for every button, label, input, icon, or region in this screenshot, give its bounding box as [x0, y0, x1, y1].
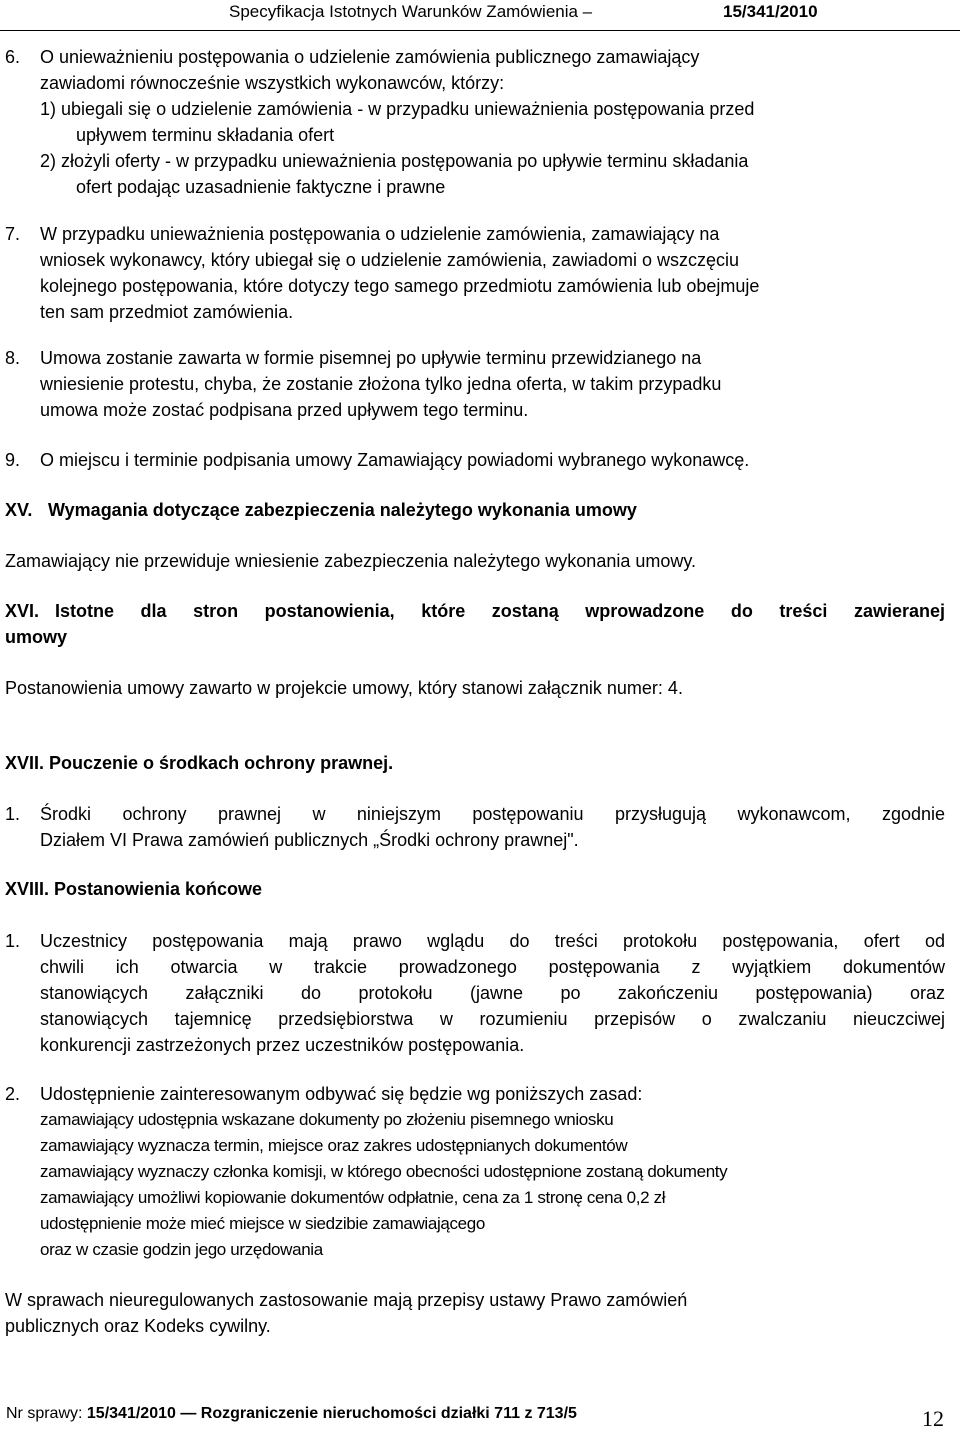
- page-header: [0, 0, 960, 31]
- page-number: 12: [922, 1406, 944, 1431]
- section-15-title: Wymagania dotyczące zabezpieczenia należytego wykonania umowy: [48, 500, 637, 520]
- footer-prefix: Nr sprawy:: [6, 1405, 87, 1422]
- section-18-item-2-line-7: oraz w czasie godzin jego urzędowania: [40, 1240, 323, 1259]
- item-6-line-3: 1) ubiegali się o udzielenie zamówienia - w przypadku unieważnienia postępowania przed: [40, 99, 755, 119]
- section-17-item-1-line-2: Działem VI Prawa zamówień publicznych „Środki ochrony prawnej".: [40, 830, 579, 850]
- section-16-roman: XVI.: [5, 601, 40, 621]
- item-8-line-2: wniesienie protestu, chyba, że zostanie złożona tylko jedna oferta, w takim przypadku: [40, 374, 722, 394]
- section-18-item-2-line-1: Udostępnienie zainteresowanym odbywać się będzie wg poniższych zasad:: [40, 1084, 643, 1104]
- section-18-item-1-line-2: chwili ich otwarcia w trakcie prowadzonego postępowania z wyjątkiem dokumentów: [40, 957, 945, 977]
- item-9-number: 9.: [5, 450, 21, 470]
- section-15-body: Zamawiający nie przewiduje wniesienie zabezpieczenia należytego wykonania umowy.: [5, 551, 697, 571]
- section-18-item-2-line-4: zamawiający wyznaczy członka komisji, w którego obecności udostępnione zostaną dokumenty: [40, 1162, 728, 1181]
- section-18-title: XVIII. Postanowienia końcowe: [5, 879, 263, 899]
- section-17-item-1-line-1: Środki ochrony prawnej w niniejszym postępowaniu przysługują wykonawcom, zgodnie: [40, 804, 945, 824]
- item-8-line-1: Umowa zostanie zawarta w formie pisemnej po upływie terminu przewidzianego na: [40, 348, 702, 368]
- item-7-line-4: ten sam przedmiot zamówienia.: [40, 302, 294, 322]
- footer-case: 15/341/2010 — Rozgraniczenie nieruchomości działki 711 z 713/5: [86, 1405, 577, 1422]
- page-footer: [6, 1405, 577, 1423]
- header-case-number: 15/341/2010: [723, 2, 818, 21]
- section-18-item-2-line-2: zamawiający udostępnia wskazane dokumenty po złożeniu pisemnego wniosku: [40, 1110, 614, 1129]
- section-15-roman: XV.: [5, 500, 33, 520]
- section-16-body: Postanowienia umowy zawarto w projekcie umowy, który stanowi załącznik numer: 4.: [5, 678, 683, 698]
- section-17-title: XVII. Pouczenie o środkach ochrony prawnej.: [5, 753, 394, 773]
- item-6-line-6: ofert podając uzasadnienie faktyczne i prawne: [76, 177, 446, 197]
- item-6-line-2: zawiadomi równocześnie wszystkich wykonawców, którzy:: [40, 73, 505, 93]
- section-18-item-2-line-3: zamawiający wyznacza termin, miejsce oraz zakres udostępnianych dokumentów: [40, 1136, 628, 1155]
- section-18-item-2-line-6: udostępnienie może mieć miejsce w siedzibie zamawiającego: [40, 1214, 485, 1233]
- section-18-item-1-line-1: Uczestnicy postępowania mają prawo wglądu do treści protokołu postępowania, ofert od: [40, 931, 945, 951]
- section-18-item-2-number: 2.: [5, 1084, 21, 1104]
- item-6-line-5: 2) złożyli oferty - w przypadku unieważnienia postępowania po upływie terminu składania: [40, 151, 749, 171]
- item-7-number: 7.: [5, 224, 21, 244]
- section-18-item-2-line-5: zamawiający umożliwi kopiowanie dokumentów odpłatnie, cena za 1 stronę cena 0,2 zł: [40, 1188, 666, 1207]
- section-18-item-1-line-4: stanowiących tajemnicę przedsiębiorstwa w rozumieniu przepisów o zwalczaniu nieuczciwej: [40, 1009, 945, 1029]
- section-16-title-line-2: umowy: [5, 627, 68, 647]
- item-7-line-2: wniosek wykonawcy, który ubiegał się o udzielenie zamówienia, zawiadomi o wszczęciu: [40, 250, 739, 270]
- closing-line-2: publicznych oraz Kodeks cywilny.: [5, 1316, 271, 1336]
- item-7-line-3: kolejnego postępowania, które dotyczy tego samego przedmiotu zamówienia lub obejmuje: [40, 276, 760, 296]
- item-9-line-1: O miejscu i terminie podpisania umowy Zamawiający powiadomi wybranego wykonawcę.: [40, 450, 750, 470]
- item-6-line-1: O unieważnieniu postępowania o udzielenie zamówienia publicznego zamawiający: [40, 47, 700, 67]
- section-18-item-1-line-3: stanowiących załączniki do protokołu (jawne po zakończeniu postępowania) oraz: [40, 983, 945, 1003]
- closing-line-1: W sprawach nieuregulowanych zastosowanie mają przepisy ustawy Prawo zamówień: [5, 1290, 688, 1310]
- item-8-line-3: umowa może zostać podpisana przed upływem tego terminu.: [40, 400, 529, 420]
- item-8-number: 8.: [5, 348, 21, 368]
- item-6-line-4: upływem terminu składania ofert: [76, 125, 335, 145]
- section-16-title-line-1: Istotne dla stron postanowienia, które zostaną wprowadzone do treści zawieranej: [55, 601, 945, 621]
- header-title: Specyfikacja Istotnych Warunków Zamówienia –: [229, 2, 593, 21]
- section-17-item-1-number: 1.: [5, 804, 21, 824]
- section-18-item-1-line-5: konkurencji zastrzeżonych przez uczestników postępowania.: [40, 1035, 525, 1055]
- item-7-line-1: W przypadku unieważnienia postępowania o udzielenie zamówienia, zamawiający na: [40, 224, 720, 244]
- item-6-number: 6.: [5, 47, 21, 67]
- section-18-item-1-number: 1.: [5, 931, 21, 951]
